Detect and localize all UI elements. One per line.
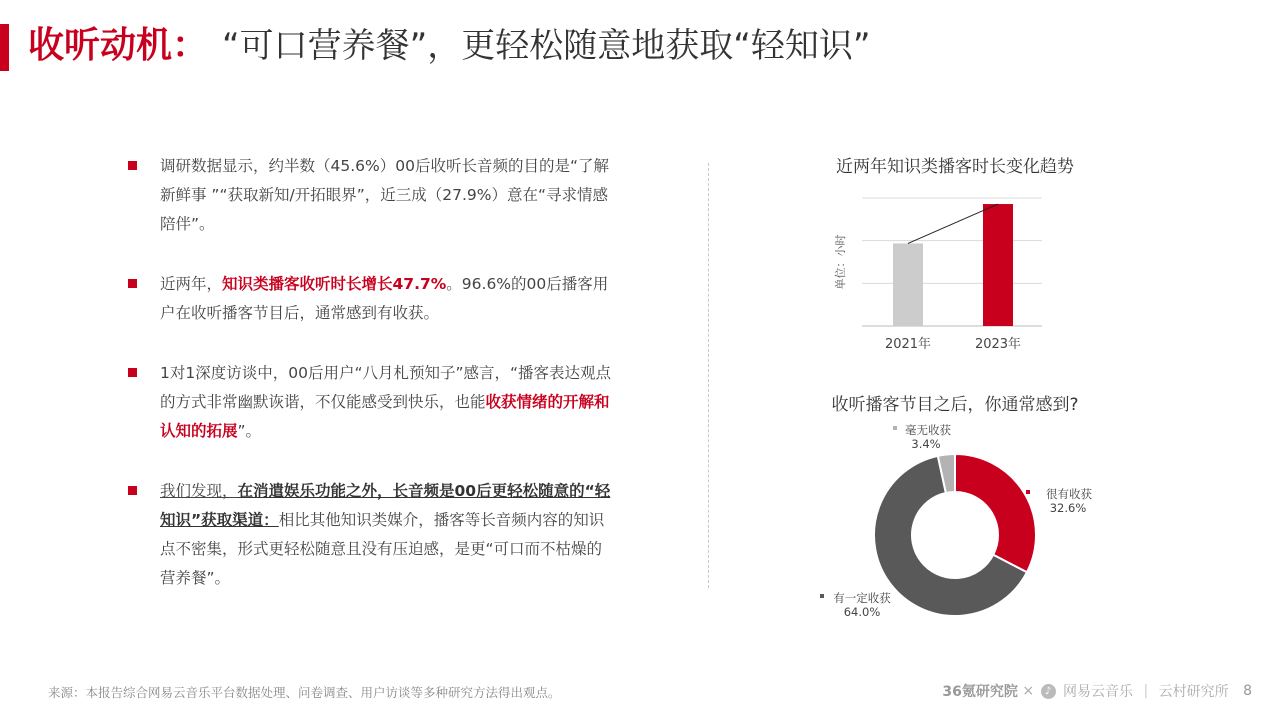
key-point-text (160, 359, 612, 446)
key-point-text (160, 477, 612, 593)
bar-2 (983, 204, 1013, 326)
slice-label: 毫无收获 (905, 423, 951, 437)
bar-1 (893, 243, 923, 326)
legend-marker (820, 594, 824, 598)
title-subtitle: “可口营养餐”，更轻松随意地获取“轻知识” (222, 26, 871, 66)
key-point-3 (128, 359, 628, 446)
key-point-4 (128, 477, 628, 593)
key-point-text (160, 270, 612, 328)
slice-value: 64.0% (843, 605, 881, 619)
bar-chart-title: 近两年知识类播客时长变化趋势 (836, 157, 1074, 177)
point-segment: 。96.6%的00后播客用户在收听播客节目后，通常感到有收获。 (160, 275, 609, 322)
pie-chart-title: 收听播客节目之后，你通常感到? (831, 395, 1079, 415)
bullet-square-icon (128, 486, 137, 495)
logo-separator: | (1143, 683, 1149, 699)
slice-label: 有一定收获 (833, 591, 891, 605)
y-axis-label: 单位：小时 (834, 234, 847, 290)
page-number: 8 (1243, 683, 1252, 699)
times-sign: × (1022, 683, 1035, 699)
point-segment: 调研数据显示，约半数（45.6%）00后收听长音频的目的是“了解新鲜事 ”“获取新知/开拓眼界”，近三成（27.9%）意在“寻求情感陪伴”。 (160, 157, 609, 233)
donut-chart (800, 418, 1140, 628)
slice-label: 很有收获 (1046, 487, 1092, 501)
netease-music-icon: ♪ (1041, 684, 1056, 699)
legend-marker (1026, 490, 1030, 494)
point-segment: 我们发现， (160, 482, 238, 500)
bullet-square-icon (128, 279, 137, 288)
title-accent-bar (0, 24, 9, 71)
x-tick-label: 2021年 (884, 337, 932, 352)
logo-36kr: 36氪研究院 (942, 684, 1018, 700)
point-segment: 1对1深度访谈中，00后用户“八月札预知子”感言，“播客表达观点的方式非常幽默诙谐，不仅能感受到快乐，也能 (160, 364, 612, 411)
logo-netease-music: 网易云音乐 (1063, 684, 1133, 700)
point-segment: 近两年， (160, 275, 223, 293)
legend-marker (893, 426, 897, 430)
point-segment: ”。 (237, 422, 262, 440)
x-tick-label: 2023年 (974, 337, 1022, 352)
key-point-2 (128, 270, 628, 328)
donut-slice-1 (955, 454, 1036, 572)
key-point-1 (128, 152, 628, 239)
page-title (28, 20, 870, 72)
slice-value: 32.6% (1049, 501, 1087, 515)
point-emphasis: 在消遣娱乐功能之外，长音频是00后更轻松随意的“轻知识”获取渠道： (160, 482, 611, 529)
footer-logos (942, 681, 1252, 701)
bullet-square-icon (128, 368, 137, 377)
point-highlight: 知识类播客收听时长增长47.7% (222, 275, 447, 293)
point-highlight: 收获情绪的开解和认知的拓展 (160, 393, 610, 440)
vertical-divider (708, 163, 709, 588)
title-keyword: 收听动机： (28, 25, 209, 66)
point-segment: 相比其他知识类媒介，播客等长音频内容的知识点不密集，形式更轻松随意且没有压迫感，是更“可口而不枯燥的营养餐”。 (160, 511, 605, 587)
logo-cloud-institute: 云村研究所 (1158, 684, 1229, 700)
bullet-square-icon (128, 161, 137, 170)
slice-value: 3.4% (911, 437, 941, 451)
bar-chart (820, 180, 1060, 360)
source-note: 来源：本报告综合网易云音乐平台数据处理、问卷调查、用户访谈等多种研究方法得出观点。 (48, 685, 561, 700)
key-point-text (160, 152, 612, 239)
